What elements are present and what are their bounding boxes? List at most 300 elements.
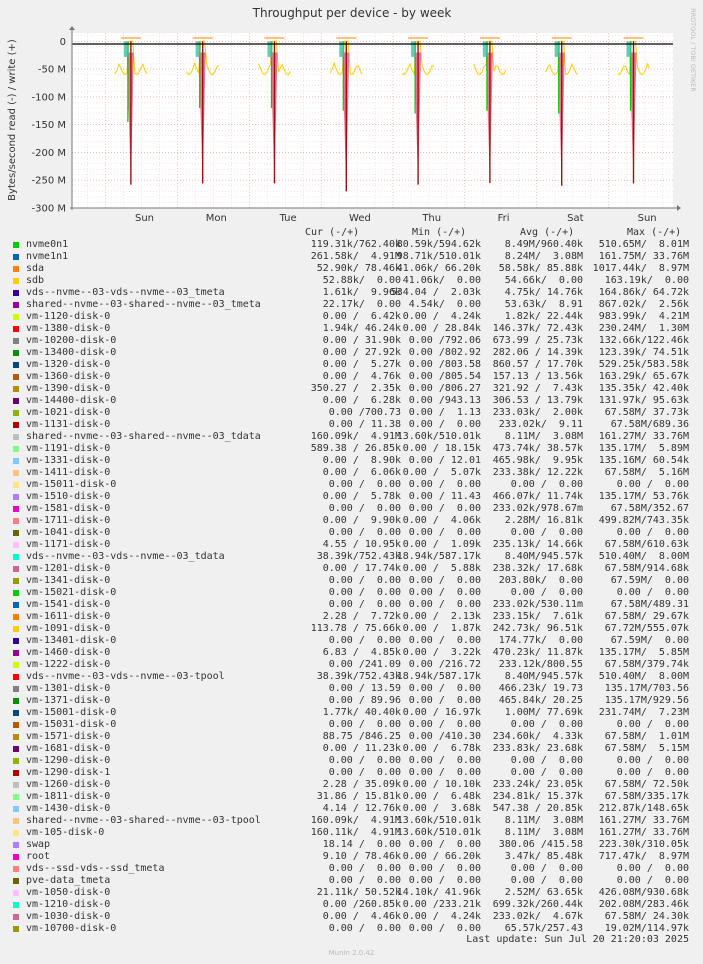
legend-min: 0.00 / 10.10k [402, 779, 481, 790]
legend-avg: 1.00M/ 77.69k [504, 707, 583, 718]
legend-cur: 0.00 / 0.00 [328, 587, 401, 598]
y-tick-labels [31, 37, 66, 215]
legend-max: 161.27M/ 33.76M [598, 815, 689, 826]
legend-max: 135.17M/ 5.89M [598, 443, 689, 454]
legend-swatch [13, 410, 19, 416]
legend-swatch [13, 890, 19, 896]
y-axis-label: Bytes/second read (-) / write (+) [7, 39, 18, 201]
legend-swatch [13, 830, 19, 836]
legend-min: 0.00 / 0.00 [408, 479, 481, 490]
legend-row [0, 647, 703, 659]
y-axis-arrow [69, 26, 75, 30]
legend-min: 0.00 / 2.13k [402, 611, 481, 622]
legend-row [0, 587, 703, 599]
legend-min: 0.00 / 0.00 [408, 599, 481, 610]
legend-min: 0.00 / 0.00 [408, 839, 481, 850]
y-tick-label: -150 M [31, 120, 66, 132]
legend-max: 510.40M/ 8.00M [598, 671, 689, 682]
y-tick-label: 0 [59, 36, 66, 48]
legend-max: 67.72M/555.07k [604, 623, 689, 634]
x-tick-labels [135, 213, 657, 224]
legend-row [0, 563, 703, 575]
legend-name: vm-15011-disk-0 [26, 479, 117, 490]
legend-swatch [13, 626, 19, 632]
legend-swatch [13, 710, 19, 716]
legend-row [0, 299, 703, 311]
legend-cur: 9.10 / 78.46k [322, 851, 401, 862]
legend-swatch [13, 530, 19, 536]
legend-max: 131.97k/ 95.63k [598, 395, 689, 406]
legend-avg: 53.63k/ 8.91 [504, 299, 583, 310]
legend-min: 41.06k/ 0.00 [402, 275, 481, 286]
legend-avg: 146.37k/ 72.43k [492, 323, 583, 334]
legend-row [0, 887, 703, 899]
legend-row [0, 263, 703, 275]
legend-min: 534.04 / 2.03k [390, 287, 481, 298]
legend-min: 0.00 / 5.07k [402, 467, 481, 478]
legend-row [0, 287, 703, 299]
legend-cur: 18.14 / 0.00 [322, 839, 401, 850]
legend-min: 13.60k/510.01k [396, 815, 481, 826]
legend-max: 135.35k/ 42.40k [598, 383, 689, 394]
legend-max: 135.17M/ 53.76k [598, 491, 689, 502]
legend-min: 0.00 / 0.00 [408, 767, 481, 778]
legend-max: 202.08M/283.46k [598, 899, 689, 910]
legend-avg: 0.00 / 0.00 [510, 755, 583, 766]
legend-cur: 160.09k/ 4.91M [310, 815, 401, 826]
legend-swatch [13, 242, 19, 248]
legend-min: 0.00 / 28.84k [402, 323, 481, 334]
legend-swatch [13, 494, 19, 500]
legend-swatch [13, 854, 19, 860]
legend-name: vm-1301-disk-0 [26, 683, 111, 694]
legend-name: vm-1222-disk-0 [26, 659, 111, 670]
legend-row [0, 371, 703, 383]
legend-row [0, 335, 703, 347]
legend-row [0, 551, 703, 563]
legend-min: 0.00 / 3.68k [402, 803, 481, 814]
legend-max: 0.00 / 0.00 [616, 527, 689, 538]
legend-name: vm-1021-disk-0 [26, 407, 111, 418]
legend-name: vm-1390-disk-0 [26, 383, 111, 394]
legend-cur: 0.00 / 11.23k [322, 743, 401, 754]
legend-name: sda [26, 263, 45, 274]
legend-name: vm-1371-disk-0 [26, 695, 111, 706]
legend-row [0, 311, 703, 323]
legend-swatch [13, 698, 19, 704]
rrdtool-side-label: RRDTOOL / TOBI OETIKER [689, 8, 697, 92]
y-tick-label: -50 M [37, 64, 66, 76]
legend-avg: 157.13 / 13.56k [492, 371, 583, 382]
legend-min: 0.00 / 1.13 [408, 407, 481, 418]
legend-row [0, 875, 703, 887]
legend-swatch [13, 434, 19, 440]
legend-max: 132.66k/122.46k [598, 335, 689, 346]
legend-row [0, 863, 703, 875]
legend-min: 0.00 / 18.15k [402, 443, 481, 454]
legend-cur: 4.55 / 10.95k [322, 539, 401, 550]
legend-header-max: Max (-/+) [627, 227, 682, 238]
legend-name: vm-1191-disk-0 [26, 443, 111, 454]
legend-name: vds--nvme--03-vds--nvme--03_tmeta [26, 287, 225, 298]
legend-row [0, 659, 703, 671]
legend-cur: 0.00 / 0.00 [328, 719, 401, 730]
legend-cur: 0.00 / 0.00 [328, 479, 401, 490]
legend-max: 212.87k/148.65k [598, 803, 689, 814]
legend-cur: 113.78 / 75.66k [310, 623, 401, 634]
legend-avg: 2.28M/ 16.81k [504, 515, 583, 526]
munin-version: Munin 2.0.42 [328, 949, 375, 957]
legend-row [0, 671, 703, 683]
legend-name: vm-1050-disk-0 [26, 887, 111, 898]
legend-row [0, 503, 703, 515]
legend-cur: 0.00 / 4.76k [322, 371, 401, 382]
legend-name: vm-1380-disk-0 [26, 323, 111, 334]
legend-min: 0.00 / 0.00 [408, 587, 481, 598]
legend-name: vm-1260-disk-0 [26, 779, 111, 790]
legend-cur: 0.00 / 0.00 [328, 527, 401, 538]
legend-max: 67.58M/ 1.01M [604, 731, 689, 742]
x-tick-label: Sun [135, 213, 155, 224]
legend-cur: 0.00 / 0.00 [328, 575, 401, 586]
legend-cur: 160.09k/ 4.91M [310, 431, 401, 442]
legend-name: vm-1571-disk-0 [26, 731, 111, 742]
legend-row [0, 575, 703, 587]
legend-name: root [26, 851, 51, 862]
plot-area [72, 33, 673, 208]
legend-swatch [13, 662, 19, 668]
legend-cur: 0.00 / 31.90k [322, 335, 401, 346]
legend-name: vm-10700-disk-0 [26, 923, 117, 934]
last-update: Last update: Sun Jul 20 21:20:03 2025 [466, 934, 689, 945]
legend-row [0, 455, 703, 467]
legend-max: 510.65M/ 8.01M [598, 239, 689, 250]
legend-name: sdb [26, 275, 45, 286]
legend-min: 0.00 / 11.43 [408, 491, 481, 502]
legend-swatch [13, 638, 19, 644]
legend-name: vm-1681-disk-0 [26, 743, 111, 754]
legend-min: 0.00 /805.54 [408, 371, 481, 382]
legend-cur: 0.00 / 6.06k [322, 467, 401, 478]
legend-max: 231.74M/ 7.23M [598, 707, 689, 718]
legend-cur: 2.28 / 7.72k [322, 611, 401, 622]
legend-min: 0.00 /943.13 [408, 395, 481, 406]
y-tick-label: -100 M [31, 92, 66, 104]
legend-row [0, 539, 703, 551]
legend-row [0, 719, 703, 731]
legend-row [0, 731, 703, 743]
legend-max: 426.08M/930.68k [598, 887, 689, 898]
legend-max: 67.58M/379.74k [604, 659, 689, 670]
legend-max: 983.99k/ 4.21M [598, 311, 689, 322]
legend-cur: 0.00 / 9.90k [322, 515, 401, 526]
legend-max: 67.58M/335.17k [604, 791, 689, 802]
legend-name: vm-1341-disk-0 [26, 575, 111, 586]
legend-cur: 0.00 / 0.00 [328, 599, 401, 610]
legend-max: 717.47k/ 8.97M [598, 851, 689, 862]
legend-row [0, 383, 703, 395]
legend-cur: 0.00 / 0.00 [328, 755, 401, 766]
legend-max: 67.58M/914.68k [604, 563, 689, 574]
legend-cur: 0.00 / 17.74k [322, 563, 401, 574]
legend-max: 529.25k/583.58k [598, 359, 689, 370]
legend-min: 0.00 / 1.87k [402, 623, 481, 634]
legend-avg: 233.02k/ 4.67k [492, 911, 583, 922]
legend-name: vm-1360-disk-0 [26, 371, 111, 382]
legend-min: 0.00 /802.92 [408, 347, 481, 358]
legend-swatch [13, 866, 19, 872]
legend-max: 164.86k/ 64.72k [598, 287, 689, 298]
legend-header [0, 227, 703, 239]
legend-swatch [13, 794, 19, 800]
legend-name: vm-1201-disk-0 [26, 563, 111, 574]
legend-max: 67.58M/ 72.50k [604, 779, 689, 790]
legend-max: 67.59M/ 0.00 [610, 575, 689, 586]
legend-max: 135.17M/ 5.85M [598, 647, 689, 658]
legend-header-min: Min (-/+) [412, 227, 467, 238]
legend-max: 67.58M/ 5.16M [604, 467, 689, 478]
legend-cur: 52.88k/ 0.00 [322, 275, 401, 286]
legend-name: shared--nvme--03-shared--nvme--03_tdata [26, 431, 261, 442]
legend-swatch [13, 818, 19, 824]
legend-name: vm-1460-disk-0 [26, 647, 111, 658]
legend-avg: 174.77k/ 0.00 [498, 635, 583, 646]
legend-min: 80.59k/594.62k [396, 239, 481, 250]
legend-cur: 0.00 / 5.27k [322, 359, 401, 370]
x-tick-label: Mon [205, 213, 227, 224]
legend-cur: 88.75 /846.25 [322, 731, 401, 742]
legend-name: vds--ssd-vds--ssd_tmeta [26, 863, 165, 874]
legend-cur: 0.00 /700.73 [328, 407, 401, 418]
legend-name: vm-1131-disk-0 [26, 419, 111, 430]
legend-avg: 1.82k/ 22.44k [504, 311, 583, 322]
legend-cur: 350.27 / 2.35k [310, 383, 401, 394]
legend-cur: 0.00 / 5.78k [322, 491, 401, 502]
legend-avg: 0.00 / 0.00 [510, 875, 583, 886]
legend-cur: 6.83 / 4.85k [322, 647, 401, 658]
legend-avg: 238.32k/ 17.68k [492, 563, 583, 574]
legend-min: 0.00 /803.58 [408, 359, 481, 370]
legend-swatch [13, 782, 19, 788]
x-tick-label: Fri [497, 213, 510, 224]
legend-cur: 119.31k/762.40k [310, 239, 401, 250]
x-tick-label: Tue [279, 213, 297, 224]
legend-min: 13.60k/510.01k [396, 431, 481, 442]
legend-max: 223.30k/310.05k [598, 839, 689, 850]
legend-name: vm-15001-disk-0 [26, 707, 117, 718]
legend-min: 0.00 / 4.24k [402, 911, 481, 922]
legend-row [0, 431, 703, 443]
legend-row [0, 347, 703, 359]
legend-max: 161.27M/ 33.76M [598, 431, 689, 442]
legend-name: vm-14400-disk-0 [26, 395, 117, 406]
legend-avg: 0.00 / 0.00 [510, 479, 583, 490]
legend-swatch [13, 554, 19, 560]
legend-min: 0.00 / 0.00 [408, 695, 481, 706]
legend-cur: 1.77k/ 40.40k [322, 707, 401, 718]
legend-swatch [13, 326, 19, 332]
legend-min: 0.00 / 0.00 [408, 683, 481, 694]
legend-cur: 0.00 / 27.92k [322, 347, 401, 358]
legend-avg: 233.83k/ 23.68k [492, 743, 583, 754]
legend-cur: 0.00 / 11.38 [328, 419, 401, 430]
legend-min: 0.00 / 0.00 [408, 419, 481, 430]
legend-min: 0.00 / 0.00 [408, 575, 481, 586]
legend-max: 0.00 / 0.00 [616, 863, 689, 874]
legend-name: nvme1n1 [26, 251, 69, 262]
legend-name: vm-1210-disk-0 [26, 899, 111, 910]
legend-name: nvme0n1 [26, 239, 69, 250]
legend-name: vm-1331-disk-0 [26, 455, 111, 466]
legend-min: 0.00 / 0.00 [408, 527, 481, 538]
legend-avg: 547.38 / 20.85k [492, 803, 583, 814]
legend-row [0, 779, 703, 791]
legend-swatch [13, 722, 19, 728]
legend-min: 14.10k/ 41.96k [396, 887, 481, 898]
legend-swatch [13, 446, 19, 452]
legend-min: 0.00 / 0.00 [408, 635, 481, 646]
legend-cur: 0.00 / 13.59 [328, 683, 401, 694]
legend-cur: 21.11k/ 50.52k [316, 887, 401, 898]
legend-swatch [13, 470, 19, 476]
legend-row [0, 743, 703, 755]
legend-avg: 233.12k/800.55 [498, 659, 583, 670]
legend-min: 0.00 /806.27 [408, 383, 481, 394]
legend-cur: 589.38 / 26.85k [310, 443, 401, 454]
legend-name: vm-1541-disk-0 [26, 599, 111, 610]
legend-row [0, 359, 703, 371]
legend-swatch [13, 914, 19, 920]
legend-max: 0.00 / 0.00 [616, 479, 689, 490]
legend-swatch [13, 686, 19, 692]
legend-row [0, 635, 703, 647]
legend-min: 0.00 / 0.00 [408, 923, 481, 934]
legend-min: 0.00 / 6.48k [402, 791, 481, 802]
legend-cur: 38.39k/752.43k [316, 671, 401, 682]
legend-max: 161.75M/ 33.76M [598, 251, 689, 262]
legend-swatch [13, 746, 19, 752]
legend-avg: 282.06 / 14.39k [492, 347, 583, 358]
legend-max: 135.17M/703.56 [604, 683, 689, 694]
legend-min: 0.00 / 4.06k [402, 515, 481, 526]
legend-row [0, 275, 703, 287]
legend-row [0, 491, 703, 503]
legend-cur: 0.00 / 0.00 [328, 503, 401, 514]
legend-name: vm-1030-disk-0 [26, 911, 111, 922]
legend-swatch [13, 602, 19, 608]
legend-name: vm-1120-disk-0 [26, 311, 111, 322]
legend-avg: 465.84k/ 20.25 [498, 695, 583, 706]
legend-header-avg: Avg (-/+) [520, 227, 575, 238]
legend-avg: 234.81k/ 15.37k [492, 791, 583, 802]
legend-row [0, 251, 703, 263]
legend-row [0, 827, 703, 839]
legend-name: vm-1320-disk-0 [26, 359, 111, 370]
legend-swatch [13, 278, 19, 284]
legend-avg: 473.74k/ 38.57k [492, 443, 583, 454]
legend-cur: 0.00 / 8.90k [322, 455, 401, 466]
legend-name: vds--nvme--03-vds--nvme--03-tpool [26, 671, 225, 682]
legend-avg: 8.11M/ 3.08M [504, 815, 583, 826]
legend-max: 67.58M/689.36 [610, 419, 689, 430]
legend-avg: 470.23k/ 11.87k [492, 647, 583, 658]
legend-header-cur: Cur (-/+) [305, 227, 360, 238]
legend-avg: 380.06 /415.58 [498, 839, 583, 850]
legend-avg: 233.02k/530.11m [492, 599, 583, 610]
legend-cur: 0.00 / 4.46k [322, 911, 401, 922]
legend-avg: 8.40M/945.57k [504, 671, 583, 682]
legend-avg: 8.40M/945.57k [504, 551, 583, 562]
x-tick-label: Wed [349, 213, 371, 224]
legend-swatch [13, 902, 19, 908]
legend-name: vm-15031-disk-0 [26, 719, 117, 730]
legend-avg: 8.11M/ 3.08M [504, 431, 583, 442]
legend-cur: 1.94k/ 46.24k [322, 323, 401, 334]
legend-min: 98.71k/510.01k [396, 251, 481, 262]
legend-avg: 465.98k/ 9.95k [492, 455, 583, 466]
legend-avg: 203.80k/ 0.00 [498, 575, 583, 586]
legend-avg: 233.02k/ 9.11 [498, 419, 583, 430]
legend-min: 0.00 /216.72 [408, 659, 481, 670]
y-tick-label: -300 M [31, 203, 66, 215]
legend-max: 0.00 / 0.00 [616, 719, 689, 730]
legend-avg: 4.75k/ 14.76k [504, 287, 583, 298]
legend-avg: 233.02k/978.67m [492, 503, 583, 514]
legend-name: vm-1581-disk-0 [26, 503, 111, 514]
legend-min: 4.54k/ 0.00 [408, 299, 481, 310]
legend-min: 13.60k/510.01k [396, 827, 481, 838]
legend-swatch [13, 542, 19, 548]
legend-row [0, 443, 703, 455]
x-tick-label: Sun [637, 213, 657, 224]
legend-cur: 38.39k/752.43k [316, 551, 401, 562]
legend-name: vm-13400-disk-0 [26, 347, 117, 358]
legend-swatch [13, 590, 19, 596]
legend-row [0, 791, 703, 803]
legend-max: 161.27M/ 33.76M [598, 827, 689, 838]
x-tick-label: Thu [422, 213, 442, 224]
legend-row [0, 467, 703, 479]
legend-swatch [13, 338, 19, 344]
legend-avg: 860.57 / 17.70k [492, 359, 583, 370]
legend-max: 510.40M/ 8.00M [598, 551, 689, 562]
legend-cur: 160.11k/ 4.91M [310, 827, 401, 838]
legend-swatch [13, 806, 19, 812]
legend-swatch [13, 734, 19, 740]
legend-cur: 0.00 / 0.00 [328, 635, 401, 646]
legend-min: 0.00 /410.30 [408, 731, 481, 742]
legend-avg: 306.53 / 13.79k [492, 395, 583, 406]
legend-avg: 235.13k/ 14.66k [492, 539, 583, 550]
legend-name: vm-1811-disk-0 [26, 791, 111, 802]
legend-avg: 8.49M/960.40k [504, 239, 583, 250]
legend-swatch [13, 758, 19, 764]
legend-min: 0.00 / 0.00 [408, 875, 481, 886]
legend-avg: 0.00 / 0.00 [510, 587, 583, 598]
legend-cur: 0.00 / 0.00 [328, 767, 401, 778]
legend-cur: 0.00 / 6.42k [322, 311, 401, 322]
legend-avg: 54.66k/ 0.00 [504, 275, 583, 286]
legend-max: 1017.44k/ 8.97M [592, 263, 689, 274]
legend-swatch [13, 578, 19, 584]
legend-max: 0.00 / 0.00 [616, 755, 689, 766]
legend-cur: 31.86 / 15.81k [316, 791, 401, 802]
legend-min: 0.00 / 12.01 [408, 455, 481, 466]
legend-name: vm-1611-disk-0 [26, 611, 111, 622]
legend-max: 0.00 / 0.00 [616, 587, 689, 598]
legend-avg: 0.00 / 0.00 [510, 767, 583, 778]
legend-avg: 233.38k/ 12.22k [492, 467, 583, 478]
